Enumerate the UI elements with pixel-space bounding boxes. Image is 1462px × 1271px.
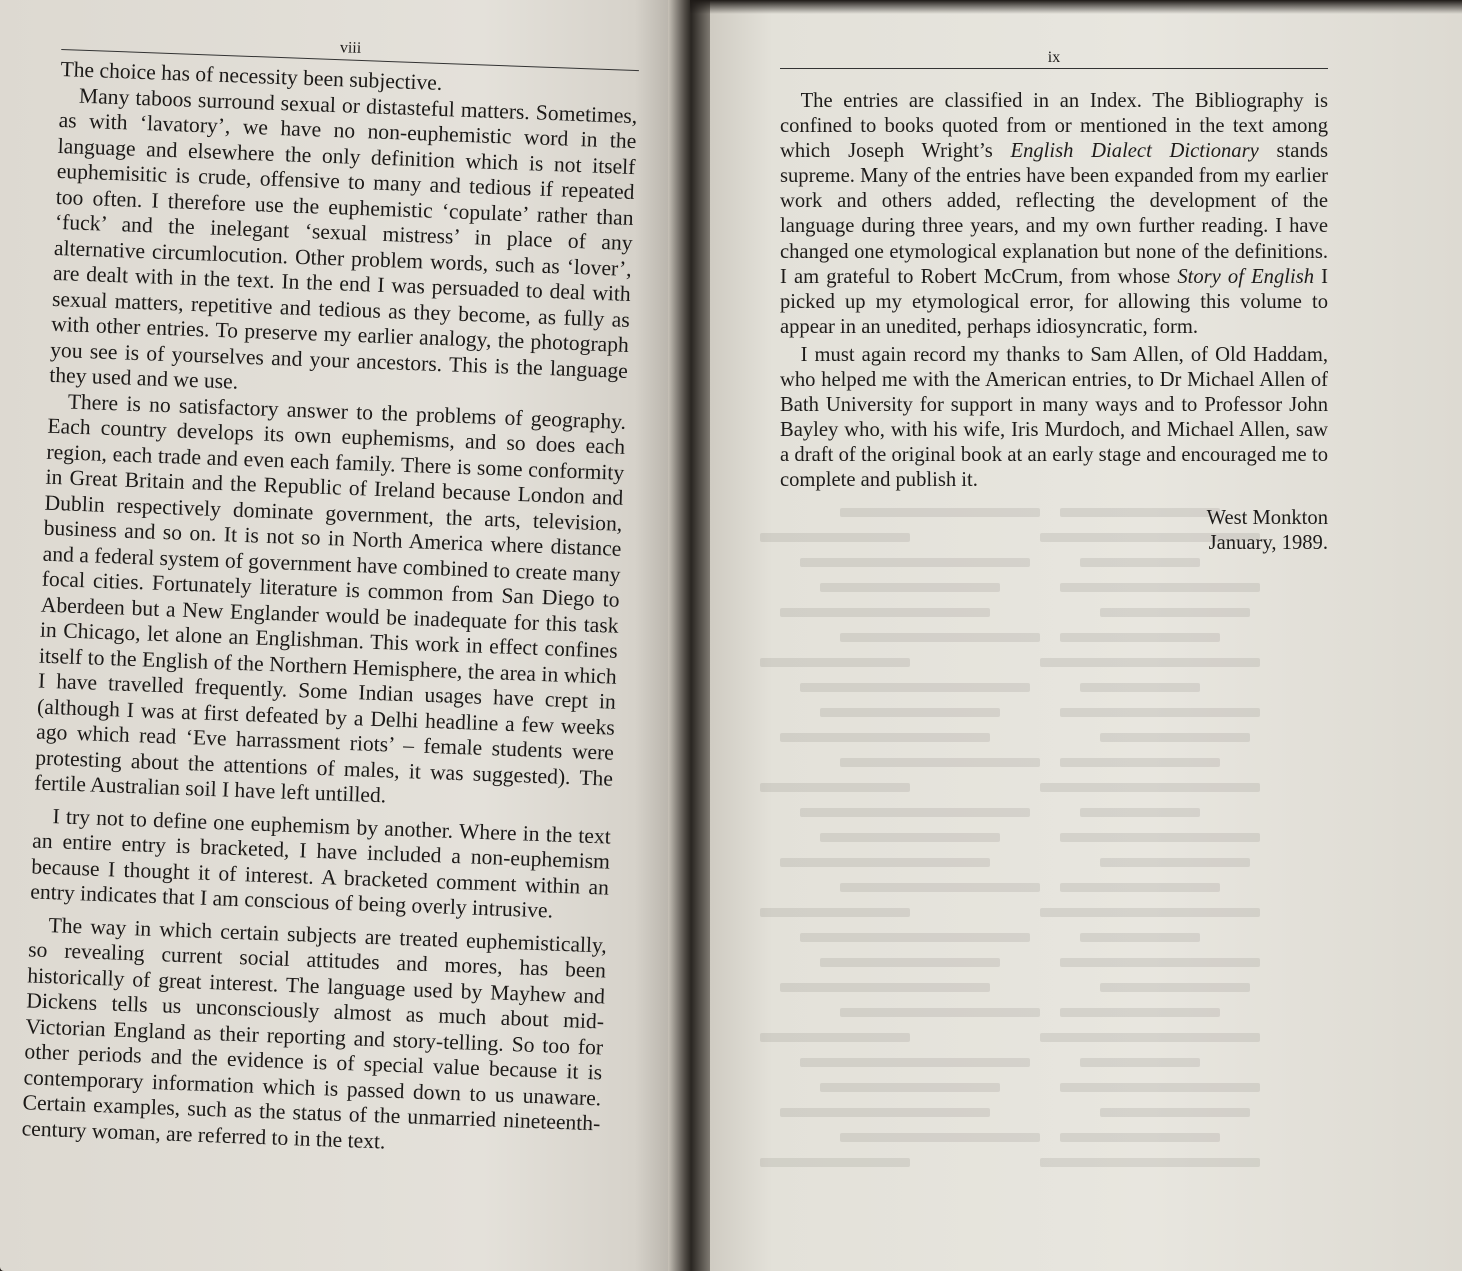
left-paragraph: There is no satisfactory answer to the problems of geography. Each country develops its own euphemisms, and so does each region, each trade and even each family. There is some conformity in Great Britain and the Republic of Ireland because London and Dublin respectively dominate government, the arts, television, business and so on. It is not so in North America where distance and a federal system of government have combined to create many focal cities. Fortunately literature is common from San Diego to Aberdeen but a New Englander would be inadequate for this task in Chicago, let alone an Englishman. This work in effect confines itself to the English of the Northern Hemisphere, the area in which I have travelled frequently. Some Indian usages have crept in (although I was at first defeated by a Delhi headline a few weeks ago which read ‘Eve harrassment riots’ – female students were protesting about the attentions of males, it was suggested). The fertile Australian soil I have left untilled. [33, 388, 627, 808]
right-paragraph [780, 89, 1328, 340]
book-title: English Dialect Dictionary [1010, 140, 1259, 163]
book-gutter [668, 0, 710, 1271]
left-paragraph: The way in which certain subjects are treated euphemistically, so revealing current social attitudes and mores, has been historically of great interest. The language used by Mayhew and Dickens tells us unconsciously almost as much about mid-Victorian England as their reporting and story-telling. So too for other periods and the evidence is of special value because it is contemporary information which is passed down to us unaware. Certain examples, such as the status of the unmarried nineteenth-century woman, are referred to in the text. [21, 912, 608, 1154]
text-run: stands supreme. Many of the entries have been expanded from my earlier work and others added, reflecting the development of the language during three years, and my own further reading. I have changed one etymological explanation but none of the definitions. I am grateful to Robert McCrum, from whose [780, 140, 1328, 288]
right-page-number: ix [1047, 49, 1061, 66]
page-top-shadow [690, 0, 1462, 14]
left-page-text [21, 30, 639, 1162]
left-paragraph: Many taboos surround sexual or distasteful matters. Sometimes, as with ‘lavatory’, we have no non-euphemistic word in the language and elsewhere the only definition which is not itself euphemisitic is crude, offensive to many and tedious if repeated too often. I therefore use the euphemistic ‘copulate’ rather than ‘fuck’ and the inelegant ‘sexual mistress’ in place of any alternative circumlocution. Other problem words, such as ‘lover’, are dealt with in the text. In the end I was persuaded to deal with sexual matters, repetitive and tedious as they become, as fully as with other entries. To preserve my earlier analogy, the photograph you see is of yourselves and your ancestors. This is the language they used and we use. [48, 83, 638, 394]
header-rule [780, 68, 1328, 69]
signature [780, 506, 1328, 557]
left-paragraph: The choice has of necessity been subjective. [60, 56, 443, 95]
left-page-number: viii [339, 39, 362, 57]
text-run: I picked up my etymological error, for allowing this volume to appear in an unedited, perhaps idiosyncratic, form. [780, 265, 1329, 338]
signature-place: West Monkton [1206, 506, 1328, 529]
book-title: Story of English [1177, 265, 1315, 288]
left-paragraph: I try not to define one euphemism by another. Where in the text an entire entry is bracketed, I have included a non-euphemism because I thought it of interest. A bracketed comment within an entry indicates that I am conscious of being overly intrusive. [29, 803, 612, 923]
text-run: The entries are classified in an Index. The Bibliography is confined to books quoted from or mentioned in the text among which Joseph Wright’s [780, 90, 1328, 163]
signature-date: January, 1989. [1208, 532, 1328, 554]
right-paragraph: I must again record my thanks to Sam Allen, of Old Haddam, who helped me with the American entries, to Dr Michael Allen of Bath University for support in many ways and to Professor John Bayley who, with his wife, Iris Murdoch, and Michael Allen, saw a draft of the original book at an early stage and encouraged me to complete and publish it. [780, 343, 1328, 492]
right-page-text [780, 50, 1328, 557]
